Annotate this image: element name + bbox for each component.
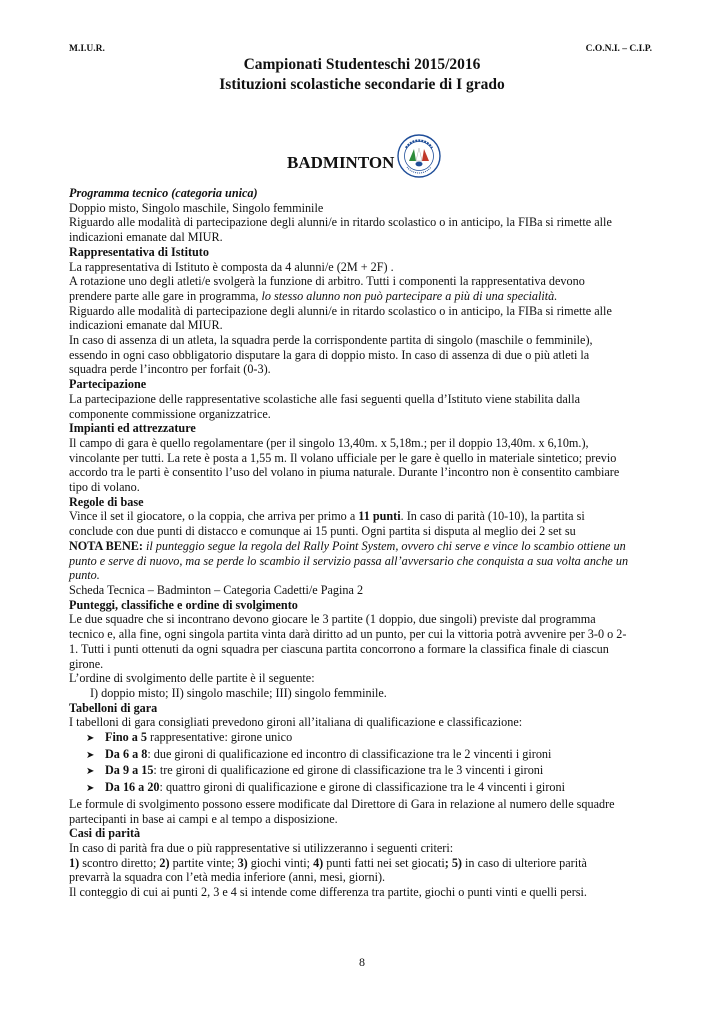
scheda-tecnica: Scheda Tecnica – Badminton – Categoria Cadetti/e Pagina 2 — [69, 582, 364, 597]
nota-bene: NOTA BENE: il punteggio segue la regola del Rally Point System, ovvero chi serve e vince lo scambio ottiene un punto e serve di nuovo, ma se perde lo scambio il servizio passa all’avversario che conquista a sua volta anche un punto. — [69, 538, 629, 583]
parita-p1: In caso di parità fra due o più rappresentative si utilizzeranno i seguenti criteri: — [69, 840, 454, 855]
section-title-tabelloni: Tabelloni di gara — [69, 700, 158, 715]
tabelloni-p1: I tabelloni di gara consigliati prevedono gironi all’italiana di qualificazione e classificazione: — [69, 715, 523, 730]
parita-p3: Il conteggio di cui ai punti 2, 3 e 4 si intende come differenza tra partite, giochi o punti vinti e quelli persi. — [69, 885, 587, 900]
section-title-programma: Programma tecnico (categoria unica) — [69, 186, 258, 200]
list-item: ➤ Da 6 a 8: due gironi di qualificazione ed incontro di classificazione tra le 2 vincenti i gironi — [86, 747, 629, 764]
document-body — [69, 186, 629, 900]
arrow-bullet-icon: ➤ — [86, 733, 95, 745]
arrow-bullet-icon: ➤ — [86, 766, 95, 778]
list-item: ➤ Da 9 a 15: tre gironi di qualificazione ed girone di classificazione tra le 3 vincenti i gironi — [86, 763, 629, 780]
punteggi-p2: L’ordine di svolgimento delle partite è il seguente: — [69, 671, 315, 686]
header-left: M.I.U.R. — [69, 44, 105, 54]
sport-title: BADMINTON — [287, 153, 395, 172]
section-title-partecipazione: Partecipazione — [69, 377, 147, 392]
punteggi-p1: Le due squadre che si incontrano devono giocare le 3 partite (1 doppio, due singoli) previste dal programma tecnico e, alla fine, ogni singola partita vinta darà diritto ad un punto, per cui la vittoria potrà avvenire per 3-0 o 2-1. Tutti i punti ottenuti da ogni squadra per ciascuna partita concorrono a formare la classifica finale di ciascun girone. — [69, 612, 627, 671]
page-subtitle: Istituzioni scolastiche secondarie di I grado — [219, 76, 505, 93]
arrow-bullet-icon: ➤ — [86, 749, 95, 761]
tabelloni-p2: Le formule di svolgimento possono essere modificate dal Direttore di Gara in relazione al numero delle squadre partecipanti in base ai campi e al tempo a disposizione. — [69, 796, 615, 826]
section-title-parita: Casi di parità — [69, 826, 141, 841]
section-title-impianti: Impianti ed attrezzature — [69, 421, 196, 436]
partecipazione-p1: La partecipazione delle rappresentative scolastiche alle fasi seguenti quella d’Istituto viene stabilita dalla componente commissione organizzatrice. — [69, 391, 580, 421]
badminton-federation-logo-icon — [397, 134, 441, 178]
parita-criteri: 1) scontro diretto; 2) partite vinte; 3) giochi vinti; 4) punti fatti nei set giocati; 5) in caso di ulteriore parità prevarrà la squadra con l’età media inferiore (anni, mesi, giorni). — [69, 855, 587, 885]
section-title-punteggi: Punteggi, classifiche e ordine di svolgimento — [69, 597, 298, 612]
list-item: ➤ Da 16 a 20: quattro gironi di qualificazione e girone di classificazione tra le 4 vincenti i gironi — [86, 780, 629, 797]
list-item: ➤ Fino a 5 rappresentative: girone unico — [86, 730, 629, 747]
rappresentativa-p1: La rappresentativa di Istituto è composta da 4 alunni/e (2M + 2F) . — [69, 259, 394, 274]
arrow-bullet-icon: ➤ — [86, 783, 95, 795]
rappresentativa-p4: In caso di assenza di un atleta, la squadra perde la corrispondente partita di singolo (maschile o femminile), essendo in ogni caso obbligatorio disputare la gara di doppio misto. In caso di assenza di due o più atleti la squadra perde l’incontro per forfait (0-3). — [69, 333, 593, 377]
impianti-p1: Il campo di gara è quello regolamentare (per il singolo 13,40m. x 5,18m.; per il doppio 13,40m. x 6,10m.), vincolante per tutti. La rete è posta a 1,55 m. Il volano ufficiale per le gare è quello in materiale sintetico; previo accordo tra le parti è consentito l’uso del volano in piuma naturale. Durante l’incontro non è consentito cambiare tipo di volano. — [69, 435, 620, 495]
regole-p1: Vince il set il giocatore, o la coppia, che arriva per primo a 11 punti. In caso di parità (10-10), la partita si conclude con due punti di distacco e comunque ai 15 punti. Ogni partita si disputa al meglio dei 2 set su — [69, 509, 585, 539]
rappresentativa-p2: A rotazione uno degli atleti/e svolgerà la funzione di arbitro. Tutti i componenti la rappresentativa devono prendere parte alle gare in programma, lo stesso alunno non può partecipare a più di una specialità. — [69, 274, 585, 303]
section-title-regole: Regole di base — [69, 494, 144, 509]
programma-line-2: Riguardo alle modalità di partecipazione degli alunni/e in ritardo scolastico o in anticipo, la FIBa si rimette alle indicazioni emanate dal MIUR. — [69, 215, 612, 245]
punteggi-p3: I) doppio misto; II) singolo maschile; III) singolo femminile. — [90, 685, 387, 700]
page-number: 8 — [359, 955, 365, 969]
rappresentativa-p3: Riguardo alle modalità di partecipazione degli alunni/e in ritardo scolastico o in anticipo, la FIBa si rimette alle indicazioni emanate dal MIUR. — [69, 303, 612, 333]
header-right: C.O.N.I. – C.I.P. — [585, 44, 652, 54]
programma-line-1: Doppio misto, Singolo maschile, Singolo femminile — [69, 200, 324, 215]
page-title: Campionati Studenteschi 2015/2016 — [243, 56, 481, 73]
tabelloni-list — [69, 730, 629, 797]
section-title-rappresentativa: Rappresentativa di Istituto — [69, 244, 209, 259]
